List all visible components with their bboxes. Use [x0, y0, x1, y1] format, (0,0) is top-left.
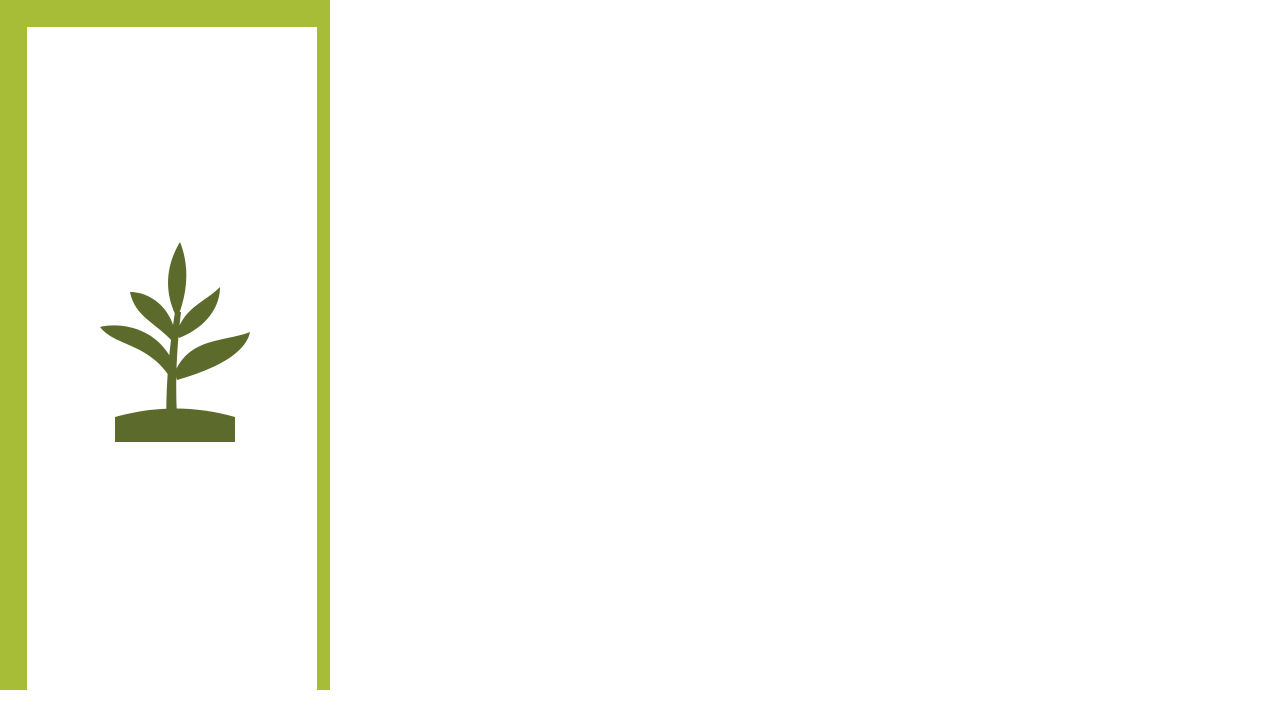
left-panel — [27, 27, 317, 694]
plant-icon — [95, 232, 255, 442]
